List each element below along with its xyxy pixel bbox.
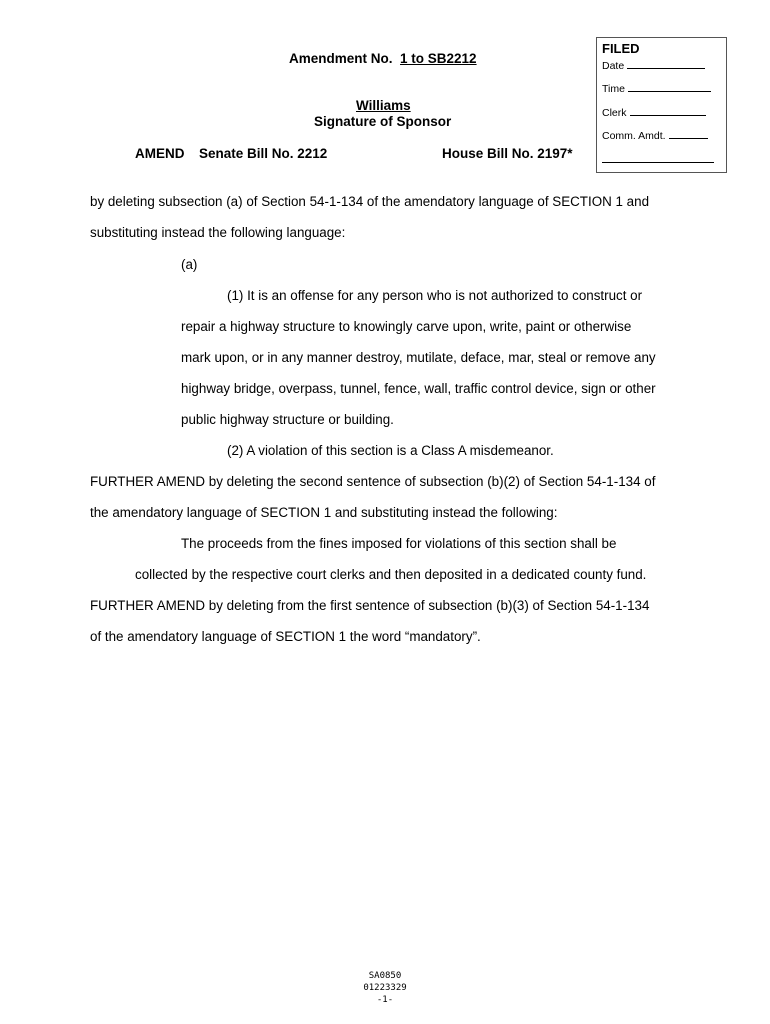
p1-line2: substituting instead the following language: — [90, 225, 346, 240]
quote-line2: collected by the respective court clerks and then deposited in a dedicated county fund. — [135, 567, 647, 582]
filed-clerk-row — [602, 106, 706, 119]
sponsor-caption: Signature of Sponsor — [314, 114, 452, 129]
filed-clerk-label: Clerk — [602, 107, 627, 119]
filed-stamp-box — [596, 37, 727, 173]
filed-time-blank — [628, 82, 711, 92]
item2: (2) A violation of this section is a Class A misdemeanor. — [227, 443, 554, 458]
amend-word: AMEND — [135, 146, 185, 161]
footer-code: SA0850 — [368, 971, 402, 981]
subsection-a: (a) — [181, 257, 198, 272]
p2-line2: the amendatory language of SECTION 1 and substituting instead the following: — [90, 505, 558, 520]
item1-line5: public highway structure or building. — [181, 412, 394, 427]
item1-line4: highway bridge, overpass, tunnel, fence, wall, traffic control device, sign or other — [181, 381, 656, 396]
filed-date-label: Date — [602, 60, 625, 72]
p3-line1: FURTHER AMEND by deleting from the first sentence of subsection (b)(3) of Section 54-1-134 — [90, 598, 650, 613]
amendment-label: Amendment No. — [289, 51, 393, 66]
filed-date-blank — [627, 59, 705, 69]
sponsor-name: Williams — [356, 98, 411, 113]
quote-line1: The proceeds from the fines imposed for violations of this section shall be — [181, 536, 617, 551]
filed-extra-blank — [602, 153, 714, 163]
filed-time-label: Time — [602, 83, 625, 95]
filed-time-row — [602, 82, 711, 95]
filed-comm-blank — [669, 129, 708, 139]
filed-extra-row — [602, 153, 714, 166]
filed-comm-row — [602, 129, 708, 142]
filed-date-row — [602, 59, 705, 72]
senate-bill: Senate Bill No. 2212 — [199, 146, 328, 161]
p1-line1: by deleting subsection (a) of Section 54-1-134 of the amendatory language of SECTION 1 and — [90, 194, 650, 209]
p2-line1: FURTHER AMEND by deleting the second sentence of subsection (b)(2) of Section 54-1-134 of — [90, 474, 656, 489]
filed-comm-label: Comm. Amdt. — [602, 130, 666, 142]
amendment-ref: 1 to SB2212 — [400, 51, 477, 66]
filed-title: FILED — [602, 41, 640, 56]
p3-line2: of the amendatory language of SECTION 1 the word “mandatory”. — [90, 629, 481, 644]
footer-number: 01223329 — [363, 983, 407, 993]
filed-clerk-blank — [630, 106, 706, 116]
item1-line3: mark upon, or in any manner destroy, mutilate, deface, mar, steal or remove any — [181, 350, 656, 365]
item1-line1: (1) It is an offense for any person who is not authorized to construct or — [227, 288, 643, 303]
item1-line2: repair a highway structure to knowingly carve upon, write, paint or otherwise — [181, 319, 632, 334]
house-bill: House Bill No. 2197* — [442, 146, 573, 161]
footer-page-number: -1- — [376, 995, 394, 1005]
amendment-title — [289, 51, 477, 66]
